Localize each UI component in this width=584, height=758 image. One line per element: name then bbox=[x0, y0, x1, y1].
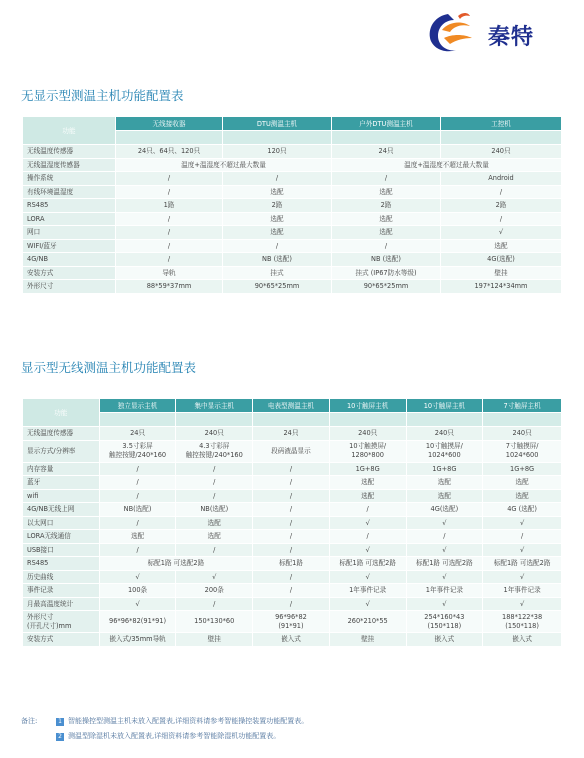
table-cell: 1G+8G bbox=[330, 463, 406, 476]
table-cell: 10寸触摸屏/ 1024*600 bbox=[407, 441, 483, 462]
note-item-1 bbox=[56, 716, 308, 726]
row-label: 外形尺寸 bbox=[23, 280, 115, 293]
table-cell: 选配 bbox=[483, 476, 561, 489]
row-label: 有线环境温湿度 bbox=[23, 186, 115, 199]
header-spacer-cell bbox=[441, 131, 561, 144]
column-header: 户外DTU测温主机 bbox=[332, 117, 440, 130]
table-cell: 90*65*25mm bbox=[223, 280, 331, 293]
table-row bbox=[23, 199, 561, 212]
table-cell: 选配 bbox=[332, 213, 440, 226]
table-cell: / bbox=[223, 172, 331, 185]
table-cell: / bbox=[116, 226, 222, 239]
row-label: USB接口 bbox=[23, 544, 99, 557]
table-cell: / bbox=[253, 544, 329, 557]
table-row bbox=[23, 463, 561, 476]
table-cell: 选配 bbox=[332, 186, 440, 199]
table-cell: NB(选配) bbox=[100, 503, 176, 516]
table-row bbox=[23, 530, 561, 543]
table-cell: 导轨 bbox=[116, 267, 222, 280]
table-cell: / bbox=[176, 490, 252, 503]
column-header: 10寸触屏主机 bbox=[330, 399, 406, 412]
table-header-row bbox=[23, 117, 561, 130]
table-cell: 挂式 bbox=[223, 267, 331, 280]
table-cell: / bbox=[253, 584, 329, 597]
row-label: 事件记录 bbox=[23, 584, 99, 597]
table-cell: 260*210*55 bbox=[330, 611, 406, 632]
table-cell: 嵌入式/35mm导轨 bbox=[100, 633, 176, 646]
table-cell: 197*124*34mm bbox=[441, 280, 561, 293]
column-header: 工控机 bbox=[441, 117, 561, 130]
table-cell: 4G (选配) bbox=[483, 503, 561, 516]
row-label: 显示方式/分辨率 bbox=[23, 441, 99, 462]
column-header: 集中显示主机 bbox=[176, 399, 252, 412]
table-cell: 4G(选配) bbox=[441, 253, 561, 266]
table-cell: Android bbox=[441, 172, 561, 185]
table-cell: 150*130*60 bbox=[176, 611, 252, 632]
row-label: 以太网口 bbox=[23, 517, 99, 530]
row-label: LORA无线通信 bbox=[23, 530, 99, 543]
table-cell: 1年事件记录 bbox=[407, 584, 483, 597]
table-cell: / bbox=[100, 463, 176, 476]
row-label: 无线温度传感器 bbox=[23, 145, 115, 158]
table-row bbox=[23, 145, 561, 158]
table-cell: 10寸触摸屏/ 1280*800 bbox=[330, 441, 406, 462]
row-label: RS485 bbox=[23, 557, 99, 570]
table-cell: 240只 bbox=[483, 427, 561, 440]
notes-prefix: 备注: bbox=[21, 717, 38, 725]
table-cell: / bbox=[330, 503, 406, 516]
table-cell: 壁挂 bbox=[176, 633, 252, 646]
feature-header: 功能 bbox=[23, 117, 115, 144]
table-cell: 嵌入式 bbox=[483, 633, 561, 646]
table-cell: 240只 bbox=[330, 427, 406, 440]
table-cell: / bbox=[332, 240, 440, 253]
table-cell: √ bbox=[330, 517, 406, 530]
table-cell: 选配 bbox=[332, 226, 440, 239]
table-row bbox=[23, 441, 561, 462]
table-row bbox=[23, 517, 561, 530]
table-row bbox=[23, 611, 561, 632]
table-cell: NB (选配) bbox=[332, 253, 440, 266]
table-display-config bbox=[22, 398, 562, 647]
table-cell: 100条 bbox=[100, 584, 176, 597]
table-cell: / bbox=[253, 476, 329, 489]
row-label: LORA bbox=[23, 213, 115, 226]
table-cell: √ bbox=[330, 544, 406, 557]
table-cell: √ bbox=[330, 571, 406, 584]
table-cell: 7寸触摸屏/ 1024*600 bbox=[483, 441, 561, 462]
row-label: 内存容量 bbox=[23, 463, 99, 476]
table-cell: 24只 bbox=[253, 427, 329, 440]
table-cell: 120只 bbox=[223, 145, 331, 158]
table-cell: 选配 bbox=[407, 476, 483, 489]
row-label: 无线温度传感器 bbox=[23, 427, 99, 440]
table-cell: 96*96*82 (91*91) bbox=[253, 611, 329, 632]
header-spacer-cell bbox=[116, 131, 222, 144]
table-cell: 选配 bbox=[441, 240, 561, 253]
table-cell: / bbox=[407, 530, 483, 543]
table-cell: / bbox=[116, 253, 222, 266]
table-cell: √ bbox=[100, 598, 176, 611]
table-cell: 选配 bbox=[223, 213, 331, 226]
column-header: 独立显示主机 bbox=[100, 399, 176, 412]
row-label: 操作系统 bbox=[23, 172, 115, 185]
column-header: 10寸触屏主机 bbox=[407, 399, 483, 412]
table-cell: √ bbox=[407, 598, 483, 611]
table-cell: / bbox=[100, 490, 176, 503]
row-label: 安装方式 bbox=[23, 267, 115, 280]
table-cell: / bbox=[330, 530, 406, 543]
table-row bbox=[23, 427, 561, 440]
table-cell: √ bbox=[407, 544, 483, 557]
note-text-2: 测温型除湿机未放入配置表,详细资料请参考智能除湿机功能配置表。 bbox=[68, 732, 281, 740]
table-cell: 24只 bbox=[332, 145, 440, 158]
table-cell: 96*96*82(91*91) bbox=[100, 611, 176, 632]
table-cell: 段码液晶显示 bbox=[253, 441, 329, 462]
table-cell: 标配1路 可选配2路 bbox=[330, 557, 406, 570]
merged-cell: 标配1路 可选配2路 bbox=[100, 557, 252, 570]
table-cell: 24只 bbox=[100, 427, 176, 440]
column-header: 电表型测温主机 bbox=[253, 399, 329, 412]
table-cell: 90*65*25mm bbox=[332, 280, 440, 293]
table-cell: 挂式 (IP67防水等级) bbox=[332, 267, 440, 280]
table-cell: / bbox=[116, 240, 222, 253]
table-row bbox=[23, 240, 561, 253]
table-cell: 嵌入式 bbox=[407, 633, 483, 646]
table-cell: / bbox=[176, 598, 252, 611]
table-cell: 选配 bbox=[223, 226, 331, 239]
table-cell: 1路 bbox=[116, 199, 222, 212]
table-cell: NB (选配) bbox=[223, 253, 331, 266]
table-cell: 选配 bbox=[176, 517, 252, 530]
table-cell: / bbox=[100, 544, 176, 557]
note-item-2 bbox=[56, 731, 280, 741]
table-cell: / bbox=[116, 213, 222, 226]
table-cell: / bbox=[100, 517, 176, 530]
table-cell: / bbox=[441, 186, 561, 199]
table-cell: 4G(选配) bbox=[407, 503, 483, 516]
table-cell: 选配 bbox=[223, 186, 331, 199]
logo-mark-icon bbox=[418, 8, 488, 56]
table-cell: NB(选配) bbox=[176, 503, 252, 516]
table-cell: 2路 bbox=[332, 199, 440, 212]
note-number-1: 1 bbox=[56, 718, 64, 726]
table-row bbox=[23, 584, 561, 597]
table-cell: √ bbox=[407, 517, 483, 530]
table-row bbox=[23, 253, 561, 266]
feature-header: 功能 bbox=[23, 399, 99, 426]
table-row bbox=[23, 476, 561, 489]
table-row bbox=[23, 280, 561, 293]
row-label: 网口 bbox=[23, 226, 115, 239]
header-spacer-cell bbox=[176, 413, 252, 426]
table-row bbox=[23, 226, 561, 239]
table-cell: 4.3寸彩屏 触控按键/240*160 bbox=[176, 441, 252, 462]
header-spacer-cell bbox=[407, 413, 483, 426]
table-row bbox=[23, 159, 561, 172]
table-row bbox=[23, 544, 561, 557]
table-cell: 1G+8G bbox=[483, 463, 561, 476]
table-cell: / bbox=[176, 476, 252, 489]
table-cell: / bbox=[483, 530, 561, 543]
table-cell: √ bbox=[483, 571, 561, 584]
row-label: 4G/NB bbox=[23, 253, 115, 266]
header-spacer-cell bbox=[100, 413, 176, 426]
table-cell: / bbox=[253, 598, 329, 611]
table-cell: / bbox=[100, 476, 176, 489]
table-cell: 选配 bbox=[100, 530, 176, 543]
section1-title: 无显示型测温主机功能配置表 bbox=[21, 88, 184, 103]
column-header: 无线接收器 bbox=[116, 117, 222, 130]
header-spacer-cell bbox=[330, 413, 406, 426]
table-cell: 选配 bbox=[483, 490, 561, 503]
column-header: 7寸触屏主机 bbox=[483, 399, 561, 412]
table-cell: / bbox=[253, 517, 329, 530]
table-cell: 壁挂 bbox=[330, 633, 406, 646]
table-cell: 2路 bbox=[441, 199, 561, 212]
table-cell: √ bbox=[483, 517, 561, 530]
table-row bbox=[23, 557, 561, 570]
row-label: 4G/NB无线上网 bbox=[23, 503, 99, 516]
table-header-spacer-row bbox=[23, 413, 561, 426]
table-cell: 24只、64只、120只 bbox=[116, 145, 222, 158]
row-label: 外形尺寸 (开孔尺寸)mm bbox=[23, 611, 99, 632]
table-cell: √ bbox=[483, 598, 561, 611]
table-cell: / bbox=[116, 172, 222, 185]
table-row bbox=[23, 598, 561, 611]
table-cell: / bbox=[253, 530, 329, 543]
table-cell: / bbox=[223, 240, 331, 253]
row-label: 安装方式 bbox=[23, 633, 99, 646]
table-cell: 1年事件记录 bbox=[330, 584, 406, 597]
column-header: DTU测温主机 bbox=[223, 117, 331, 130]
row-label: WIFI/蓝牙 bbox=[23, 240, 115, 253]
brand-name: 秦特 bbox=[488, 25, 535, 50]
table-cell: 标配1路 bbox=[253, 557, 329, 570]
table-cell: / bbox=[253, 490, 329, 503]
header-spacer-cell bbox=[223, 131, 331, 144]
row-label: RS485 bbox=[23, 199, 115, 212]
table-cell: 标配1路 可选配2路 bbox=[407, 557, 483, 570]
table-cell: / bbox=[253, 571, 329, 584]
table-cell: 240只 bbox=[407, 427, 483, 440]
table-cell: 240只 bbox=[176, 427, 252, 440]
table-cell: / bbox=[332, 172, 440, 185]
row-label: wifi bbox=[23, 490, 99, 503]
row-label: 月最高温度统计 bbox=[23, 598, 99, 611]
table-row bbox=[23, 186, 561, 199]
table-row bbox=[23, 503, 561, 516]
table-row bbox=[23, 172, 561, 185]
table-row bbox=[23, 267, 561, 280]
table-cell: 3.5寸彩屏 触控按键/240*160 bbox=[100, 441, 176, 462]
table-cell: 1年事件记录 bbox=[483, 584, 561, 597]
table-cell: 选配 bbox=[407, 490, 483, 503]
table-cell: / bbox=[253, 463, 329, 476]
section2-title: 显示型无线测温主机功能配置表 bbox=[21, 360, 197, 375]
note-number-2: 2 bbox=[56, 733, 64, 741]
table-cell: √ bbox=[100, 571, 176, 584]
table-cell: 188*122*38 (150*118) bbox=[483, 611, 561, 632]
table-cell: / bbox=[116, 186, 222, 199]
table-cell: 1G+8G bbox=[407, 463, 483, 476]
table-cell: 254*160*43 (150*118) bbox=[407, 611, 483, 632]
table-cell: 选配 bbox=[330, 476, 406, 489]
table-row bbox=[23, 490, 561, 503]
table-cell: √ bbox=[441, 226, 561, 239]
table-row bbox=[23, 571, 561, 584]
header-spacer-cell bbox=[332, 131, 440, 144]
table-cell: 标配1路 可选配2路 bbox=[483, 557, 561, 570]
merged-cell: 温度+温湿度不超过最大数量 bbox=[332, 159, 561, 172]
table-cell: 壁挂 bbox=[441, 267, 561, 280]
header-spacer-cell bbox=[253, 413, 329, 426]
table-row bbox=[23, 213, 561, 226]
table-cell: 2路 bbox=[223, 199, 331, 212]
table-cell: 选配 bbox=[330, 490, 406, 503]
table-cell: 200条 bbox=[176, 584, 252, 597]
table-no-display-config bbox=[22, 116, 562, 294]
table-cell: 选配 bbox=[176, 530, 252, 543]
table-row bbox=[23, 633, 561, 646]
note-text-1: 智能操控型测温主机未放入配置表,详细资料请参考智能操控装置功能配置表。 bbox=[68, 717, 309, 725]
table-cell: 嵌入式 bbox=[253, 633, 329, 646]
header-spacer-cell bbox=[483, 413, 561, 426]
table-cell: √ bbox=[407, 571, 483, 584]
merged-cell: 温度+温湿度不超过最大数量 bbox=[116, 159, 331, 172]
table-cell: / bbox=[176, 463, 252, 476]
table-cell: / bbox=[253, 503, 329, 516]
table-header-row bbox=[23, 399, 561, 412]
table-cell: / bbox=[176, 544, 252, 557]
table-cell: / bbox=[441, 213, 561, 226]
table-cell: √ bbox=[483, 544, 561, 557]
table-cell: 88*59*37mm bbox=[116, 280, 222, 293]
table-cell: √ bbox=[176, 571, 252, 584]
table-cell: 240只 bbox=[441, 145, 561, 158]
table-cell: √ bbox=[330, 598, 406, 611]
row-label: 无线温湿度传感器 bbox=[23, 159, 115, 172]
row-label: 历史曲线 bbox=[23, 571, 99, 584]
row-label: 蓝牙 bbox=[23, 476, 99, 489]
